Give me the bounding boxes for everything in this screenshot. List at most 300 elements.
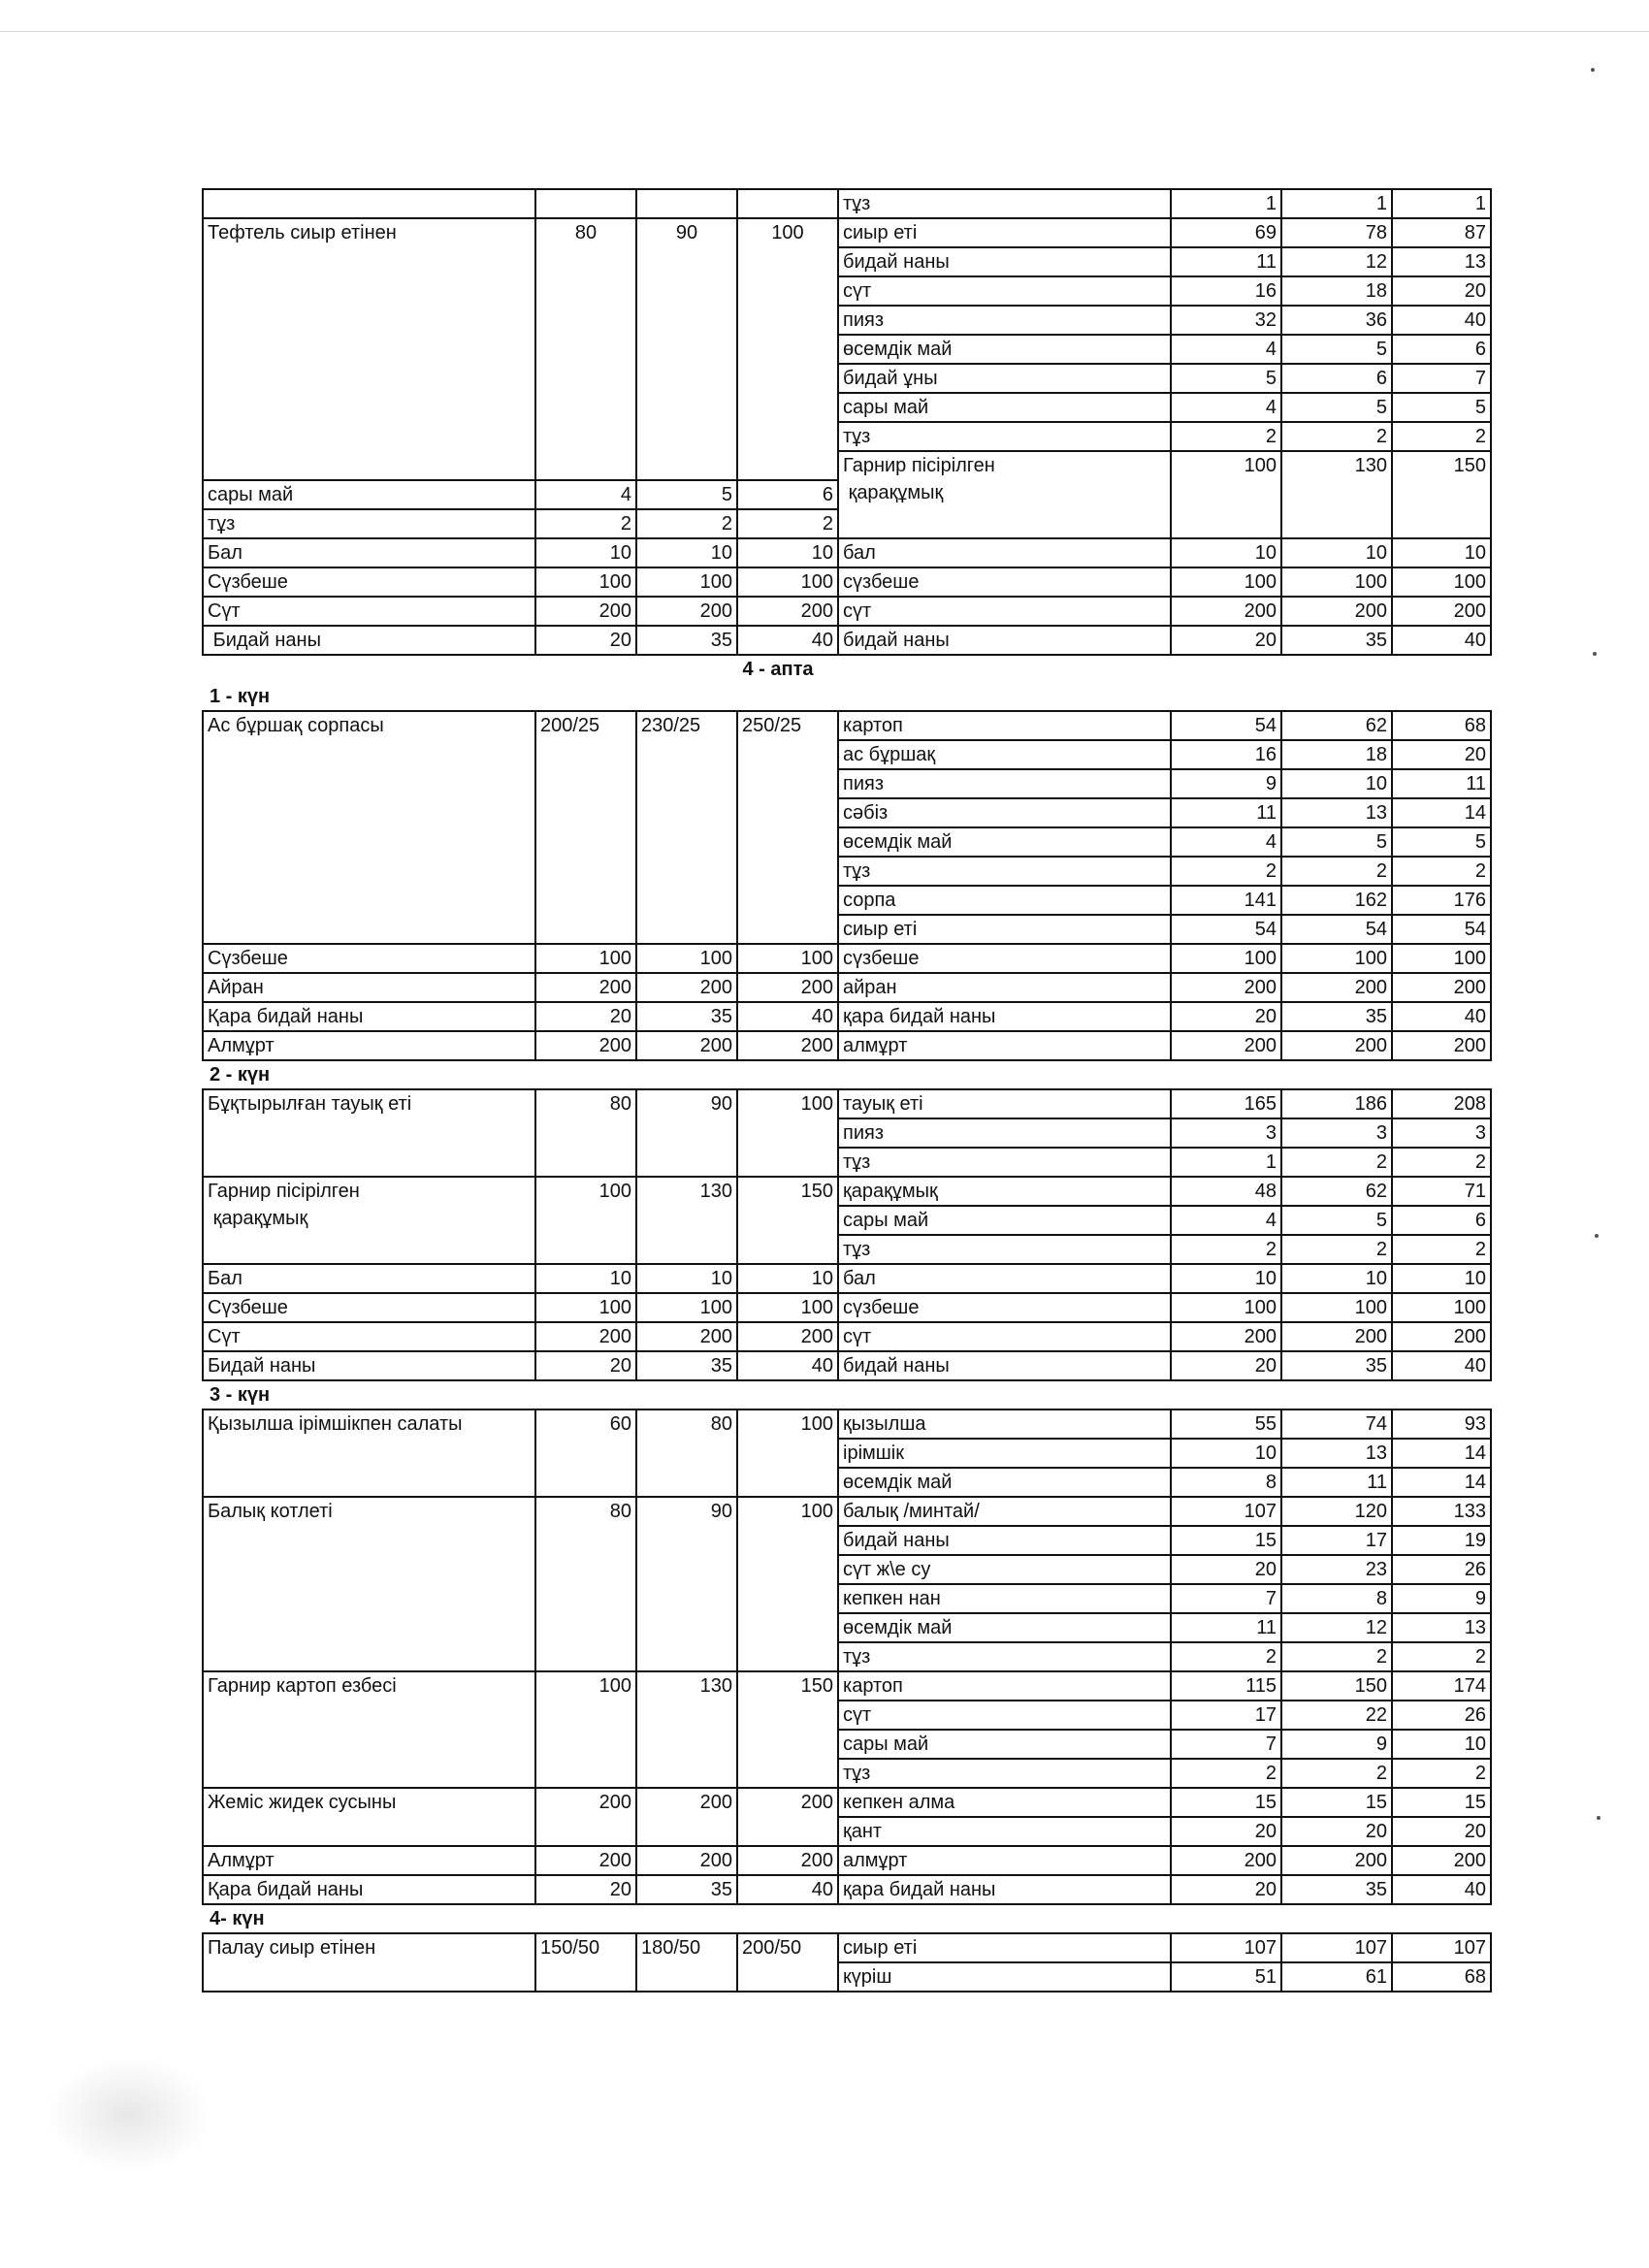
ingredient-gram: 54 [1171, 915, 1281, 944]
ingredient-gram: 200 [1171, 1322, 1281, 1351]
portion-gram: 130 [1281, 451, 1392, 538]
menu-table [202, 1409, 1492, 1905]
ingredient-gram: 10 [1281, 769, 1392, 798]
portion-gram: 200 [535, 973, 636, 1002]
portion-gram: 200 [535, 1788, 636, 1846]
portion-gram: 150 [1392, 451, 1491, 538]
ingredient-name: тұз [838, 1148, 1171, 1177]
ingredient-gram: 69 [1171, 218, 1281, 247]
ingredient-gram: 100 [1171, 1293, 1281, 1322]
ingredient-name: бидай наны [838, 247, 1171, 276]
portion-gram: 200 [636, 973, 737, 1002]
ingredient-gram: 115 [1171, 1671, 1281, 1701]
table-row [203, 1031, 1491, 1060]
ingredient-gram: 17 [1281, 1526, 1392, 1555]
dish-name: Ас бұршақ сорпасы [203, 711, 535, 944]
scan-speck [1595, 1234, 1599, 1238]
portion-gram: 80 [636, 1409, 737, 1497]
dish-name: Гарнир пісірілген қарақұмық [838, 451, 1171, 538]
ingredient-gram: 133 [1392, 1497, 1491, 1526]
ingredient-name: сүзбеше [838, 944, 1171, 973]
ingredient-gram: 100 [1392, 944, 1491, 973]
ingredient-gram: 174 [1392, 1671, 1491, 1701]
dish-name: Гарнир пісірілген қарақұмық [203, 1177, 535, 1264]
ingredient-gram: 13 [1392, 1613, 1491, 1642]
portion-gram: 100 [535, 944, 636, 973]
ingredient-gram: 200 [1281, 1846, 1392, 1875]
ingredient-gram: 20 [1171, 626, 1281, 655]
ingredient-gram: 5 [1281, 335, 1392, 364]
day-heading: 1 - күн [210, 686, 271, 707]
portion-gram: 80 [535, 1497, 636, 1671]
ingredient-name: тұз [838, 857, 1171, 886]
ingredient-gram: 100 [1171, 944, 1281, 973]
portion-gram: 100 [737, 567, 838, 597]
ingredient-gram: 100 [1281, 944, 1392, 973]
ingredient-gram: 2 [1281, 422, 1392, 451]
ingredient-gram: 20 [1281, 1817, 1392, 1846]
ingredient-gram: 3 [1392, 1118, 1491, 1148]
dish-name: Бал [203, 1264, 535, 1293]
dish-name: Жеміс жидек сусыны [203, 1788, 535, 1846]
ingredient-gram: 141 [1171, 886, 1281, 915]
table-row [203, 1846, 1491, 1875]
ingredient-gram: 13 [1281, 798, 1392, 827]
portion-gram: 80 [535, 1089, 636, 1177]
portion-gram: 40 [737, 626, 838, 655]
ingredient-name: қара бидай наны [838, 1002, 1171, 1031]
dish-name: Гарнир картоп езбесі [203, 1671, 535, 1788]
ingredient-gram: 6 [1281, 364, 1392, 393]
ingredient-name: пияз [838, 306, 1171, 335]
ingredient-gram: 17 [1171, 1701, 1281, 1730]
portion-gram: 35 [636, 626, 737, 655]
portion-gram: 100 [737, 218, 838, 480]
ingredient-name: сиыр еті [838, 915, 1171, 944]
ingredient-gram: 4 [535, 480, 636, 509]
ingredient-gram: 200 [1281, 973, 1392, 1002]
portion-gram: 200 [636, 1322, 737, 1351]
portion-gram: 100 [737, 1293, 838, 1322]
ingredient-gram: 10 [1281, 538, 1392, 567]
ingredient-name: бал [838, 1264, 1171, 1293]
dish-name: Алмұрт [203, 1846, 535, 1875]
portion-gram: 80 [535, 218, 636, 480]
menu-document [202, 188, 1490, 1993]
ingredient-gram: 100 [1392, 1293, 1491, 1322]
portion-gram: 100 [535, 1177, 636, 1264]
ingredient-gram: 2 [1392, 1642, 1491, 1671]
ingredient-gram: 5 [1281, 1206, 1392, 1235]
ingredient-gram: 6 [737, 480, 838, 509]
ingredient-gram: 62 [1281, 711, 1392, 740]
portion-gram: 60 [535, 1409, 636, 1497]
ingredient-gram: 2 [1171, 857, 1281, 886]
ingredient-gram: 20 [1171, 1875, 1281, 1904]
dish-name: Сүзбеше [203, 567, 535, 597]
ingredient-gram: 7 [1392, 364, 1491, 393]
ingredient-gram: 7 [1171, 1730, 1281, 1759]
ingredient-gram: 10 [1171, 1439, 1281, 1468]
ingredient-gram: 2 [1281, 1642, 1392, 1671]
ingredient-name: сүт [838, 1701, 1171, 1730]
ingredient-gram: 200 [1281, 1322, 1392, 1351]
portion-gram: 100 [535, 1671, 636, 1788]
ingredient-gram: 11 [1281, 1468, 1392, 1497]
portion-gram [636, 189, 737, 218]
portion-gram: 35 [636, 1351, 737, 1380]
portion-gram: 100 [737, 944, 838, 973]
portion-gram: 90 [636, 1089, 737, 1177]
ingredient-gram: 11 [1171, 1613, 1281, 1642]
ingredient-gram: 2 [1392, 422, 1491, 451]
ingredient-gram: 2 [737, 509, 838, 538]
ingredient-gram: 2 [1171, 1642, 1281, 1671]
ingredient-gram: 62 [1281, 1177, 1392, 1206]
dish-name: Айран [203, 973, 535, 1002]
ingredient-gram: 200 [1281, 1031, 1392, 1060]
ingredient-gram: 8 [1281, 1584, 1392, 1613]
ingredient-gram: 14 [1392, 1439, 1491, 1468]
ingredient-gram: 40 [1392, 1875, 1491, 1904]
portion-gram: 200 [737, 1031, 838, 1060]
ingredient-gram: 20 [1171, 1817, 1281, 1846]
ingredient-gram: 165 [1171, 1089, 1281, 1118]
ingredient-name: тұз [838, 1642, 1171, 1671]
ingredient-name: бидай наны [838, 1526, 1171, 1555]
ingredient-gram: 100 [1281, 567, 1392, 597]
portion-gram: 250/25 [737, 711, 838, 944]
portion-gram: 100 [636, 567, 737, 597]
ingredient-gram: 8 [1171, 1468, 1281, 1497]
ingredient-gram: 20 [1392, 740, 1491, 769]
table-row [203, 567, 1491, 597]
ingredient-gram: 35 [1281, 1875, 1392, 1904]
ingredient-gram: 15 [1171, 1788, 1281, 1817]
table-row [203, 1409, 1491, 1439]
ingredient-gram: 6 [1392, 335, 1491, 364]
dish-name: Сүт [203, 1322, 535, 1351]
ingredient-name: тұз [838, 189, 1171, 218]
ingredient-gram: 2 [1392, 1759, 1491, 1788]
dish-name: Балық котлеті [203, 1497, 535, 1671]
ingredient-gram: 10 [1392, 538, 1491, 567]
ingredient-name: тауық еті [838, 1089, 1171, 1118]
table-row [203, 973, 1491, 1002]
ingredient-gram: 107 [1171, 1497, 1281, 1526]
ingredient-gram: 40 [1392, 1351, 1491, 1380]
week-heading: 4 - апта [742, 659, 814, 680]
ingredient-gram: 4 [1171, 827, 1281, 857]
table-row [203, 1933, 1491, 1962]
ingredient-name: күріш [838, 1962, 1171, 1992]
portion-gram [535, 189, 636, 218]
ingredient-gram: 2 [1281, 1148, 1392, 1177]
portion-gram: 35 [636, 1002, 737, 1031]
dish-name: Бидай наны [203, 1351, 535, 1380]
portion-gram: 10 [535, 1264, 636, 1293]
ingredient-name: кепкен нан [838, 1584, 1171, 1613]
ingredient-gram: 16 [1171, 276, 1281, 306]
portion-gram: 40 [737, 1351, 838, 1380]
ingredient-gram: 13 [1392, 247, 1491, 276]
ingredient-gram: 100 [1281, 1293, 1392, 1322]
ingredient-gram: 15 [1171, 1526, 1281, 1555]
ingredient-gram: 200 [1392, 1031, 1491, 1060]
dish-name: Сүзбеше [203, 944, 535, 973]
ingredient-gram: 19 [1392, 1526, 1491, 1555]
ingredient-name: сүзбеше [838, 567, 1171, 597]
ingredient-name: сүт [838, 597, 1171, 626]
portion-gram: 90 [636, 218, 737, 480]
table-row [203, 1671, 1491, 1701]
ingredient-gram: 2 [1392, 1148, 1491, 1177]
ingredient-gram: 51 [1171, 1962, 1281, 1992]
table-row [203, 1875, 1491, 1904]
portion-gram: 10 [737, 1264, 838, 1293]
ingredient-gram: 1 [1281, 189, 1392, 218]
ingredient-gram: 26 [1392, 1701, 1491, 1730]
portion-gram: 90 [636, 1497, 737, 1671]
ingredient-gram: 2 [1281, 1759, 1392, 1788]
ingredient-gram: 54 [1171, 711, 1281, 740]
ingredient-name: бидай наны [838, 1351, 1171, 1380]
menu-table [202, 1932, 1492, 1993]
ingredient-gram: 23 [1281, 1555, 1392, 1584]
ingredient-gram: 11 [1171, 247, 1281, 276]
ingredient-name: қара бидай наны [838, 1875, 1171, 1904]
ingredient-name: ас бұршақ [838, 740, 1171, 769]
ingredient-name: бидай наны [838, 626, 1171, 655]
ingredient-gram: 2 [535, 509, 636, 538]
ingredient-gram: 68 [1392, 1962, 1491, 1992]
table-row [203, 1351, 1491, 1380]
ingredient-gram: 15 [1392, 1788, 1491, 1817]
ingredient-gram: 10 [1392, 1730, 1491, 1759]
ingredient-name: сары май [838, 1206, 1171, 1235]
table-row [203, 218, 1491, 247]
ingredient-name: сары май [203, 480, 535, 509]
ingredient-gram: 13 [1281, 1439, 1392, 1468]
dish-name: Бұқтырылған тауық еті [203, 1089, 535, 1177]
ingredient-gram: 71 [1392, 1177, 1491, 1206]
ingredient-gram: 10 [1392, 1264, 1491, 1293]
dish-name: Бидай наны [203, 626, 535, 655]
ingredient-gram: 12 [1281, 1613, 1392, 1642]
ingredient-name: сәбіз [838, 798, 1171, 827]
ingredient-name: тұз [203, 509, 535, 538]
ingredient-gram: 7 [1171, 1584, 1281, 1613]
ingredient-gram: 200 [1392, 973, 1491, 1002]
portion-gram: 200/25 [535, 711, 636, 944]
ingredient-gram: 20 [1392, 1817, 1491, 1846]
table-row [203, 1264, 1491, 1293]
dish-name: Қара бидай наны [203, 1002, 535, 1031]
portion-gram: 200/50 [737, 1933, 838, 1992]
portion-gram: 40 [737, 1875, 838, 1904]
portion-gram: 20 [535, 1875, 636, 1904]
ingredient-gram: 4 [1171, 335, 1281, 364]
dish-name: Палау сиыр етінен [203, 1933, 535, 1992]
ingredient-gram: 87 [1392, 218, 1491, 247]
ingredient-name: сиыр еті [838, 218, 1171, 247]
ingredient-gram: 12 [1281, 247, 1392, 276]
ingredient-name: қарақұмық [838, 1177, 1171, 1206]
ingredient-gram: 26 [1392, 1555, 1491, 1584]
table-row [203, 189, 1491, 218]
ingredient-gram: 4 [1171, 1206, 1281, 1235]
dish-name: Тефтель сиыр етінен [203, 218, 535, 480]
ingredient-gram: 54 [1281, 915, 1392, 944]
portion-gram: 200 [636, 1788, 737, 1846]
portion-gram [737, 189, 838, 218]
ingredient-name: сиыр еті [838, 1933, 1171, 1962]
ingredient-gram: 11 [1392, 769, 1491, 798]
ingredient-gram: 5 [1281, 827, 1392, 857]
ingredient-gram: 186 [1281, 1089, 1392, 1118]
table-row [203, 1002, 1491, 1031]
ingredient-gram: 5 [1281, 393, 1392, 422]
portion-gram: 200 [737, 597, 838, 626]
portion-gram: 200 [737, 1322, 838, 1351]
ingredient-gram: 35 [1281, 1351, 1392, 1380]
ingredient-gram: 16 [1171, 740, 1281, 769]
dish-name: Қызылша ірімшікпен салаты [203, 1409, 535, 1497]
portion-gram: 100 [535, 567, 636, 597]
menu-table [202, 1088, 1492, 1381]
ingredient-name: өсемдік май [838, 335, 1171, 364]
scan-speck [1597, 1816, 1600, 1820]
portion-gram: 100 [636, 1293, 737, 1322]
ingredient-gram: 5 [636, 480, 737, 509]
ingredient-name: бал [838, 538, 1171, 567]
ingredient-gram: 2 [1392, 857, 1491, 886]
ingredient-gram: 74 [1281, 1409, 1392, 1439]
ingredient-gram: 3 [1281, 1118, 1392, 1148]
ingredient-gram: 55 [1171, 1409, 1281, 1439]
table-row [203, 1788, 1491, 1817]
ingredient-gram: 100 [1392, 567, 1491, 597]
ingredient-gram: 120 [1281, 1497, 1392, 1526]
table-row [203, 597, 1491, 626]
ingredient-gram: 107 [1392, 1933, 1491, 1962]
scan-speck [1591, 68, 1595, 72]
portion-gram: 200 [737, 973, 838, 1002]
portion-gram: 130 [636, 1671, 737, 1788]
ingredient-gram: 10 [1281, 1264, 1392, 1293]
menu-table [202, 710, 1492, 1061]
ingredient-name: өсемдік май [838, 827, 1171, 857]
ingredient-gram: 78 [1281, 218, 1392, 247]
menu-table [202, 188, 1492, 656]
portion-gram: 200 [636, 1031, 737, 1060]
ingredient-gram: 40 [1392, 626, 1491, 655]
ingredient-gram: 10 [1171, 538, 1281, 567]
portion-gram: 100 [1171, 451, 1281, 538]
day-heading: 4- күн [210, 1908, 265, 1929]
ingredient-name: картоп [838, 711, 1171, 740]
portion-gram: 150 [737, 1671, 838, 1788]
ingredient-name: өсемдік май [838, 1613, 1171, 1642]
table-row [203, 1089, 1491, 1118]
ingredient-gram: 200 [1281, 597, 1392, 626]
ingredient-name: ірімшік [838, 1439, 1171, 1468]
table-row [203, 538, 1491, 567]
table-row [203, 626, 1491, 655]
ingredient-gram: 10 [1171, 1264, 1281, 1293]
portion-gram: 150 [737, 1177, 838, 1264]
ingredient-gram: 40 [1392, 1002, 1491, 1031]
ingredient-gram: 2 [1171, 1759, 1281, 1788]
ingredient-gram: 200 [1171, 973, 1281, 1002]
scan-edge-line [0, 31, 1649, 32]
portion-gram: 100 [636, 944, 737, 973]
portion-gram: 200 [636, 597, 737, 626]
ingredient-gram: 14 [1392, 1468, 1491, 1497]
ingredient-gram: 200 [1392, 1322, 1491, 1351]
ingredient-name: қант [838, 1817, 1171, 1846]
ingredient-name: айран [838, 973, 1171, 1002]
ingredient-name: балық /минтай/ [838, 1497, 1171, 1526]
portion-gram: 200 [737, 1846, 838, 1875]
portion-gram: 200 [636, 1846, 737, 1875]
table-row [203, 1322, 1491, 1351]
dish-name: Сүт [203, 597, 535, 626]
ingredient-gram: 14 [1392, 798, 1491, 827]
ingredient-gram: 20 [1171, 1002, 1281, 1031]
ingredient-name: бидай ұны [838, 364, 1171, 393]
ingredient-gram: 1 [1171, 189, 1281, 218]
ingredient-name: кепкен алма [838, 1788, 1171, 1817]
ingredient-name: сорпа [838, 886, 1171, 915]
ingredient-gram: 5 [1171, 364, 1281, 393]
ingredient-gram: 176 [1392, 886, 1491, 915]
ingredient-gram: 48 [1171, 1177, 1281, 1206]
ingredient-gram: 54 [1392, 915, 1491, 944]
portion-gram: 200 [535, 597, 636, 626]
portion-gram: 10 [737, 538, 838, 567]
day-heading: 3 - күн [210, 1384, 271, 1406]
ingredient-gram: 9 [1281, 1730, 1392, 1759]
portion-gram: 20 [535, 626, 636, 655]
portion-gram: 200 [535, 1846, 636, 1875]
portion-gram: 100 [737, 1409, 838, 1497]
ingredient-name: қызылша [838, 1409, 1171, 1439]
table-row [203, 1293, 1491, 1322]
portion-gram: 100 [737, 1497, 838, 1671]
ingredient-gram: 100 [1171, 567, 1281, 597]
ingredient-gram: 20 [1392, 276, 1491, 306]
ingredient-gram: 5 [1392, 827, 1491, 857]
portion-gram: 20 [535, 1002, 636, 1031]
ingredient-gram: 2 [1171, 1235, 1281, 1264]
dish-name: Бал [203, 538, 535, 567]
portion-gram: 20 [535, 1351, 636, 1380]
ingredient-gram: 150 [1281, 1671, 1392, 1701]
ingredient-name: өсемдік май [838, 1468, 1171, 1497]
ingredient-name: алмұрт [838, 1031, 1171, 1060]
table-row [203, 944, 1491, 973]
ingredient-gram: 162 [1281, 886, 1392, 915]
ingredient-gram: 20 [1171, 1555, 1281, 1584]
portion-gram: 10 [636, 1264, 737, 1293]
ingredient-gram: 200 [1392, 597, 1491, 626]
ingredient-name: сүт [838, 276, 1171, 306]
portion-gram: 100 [535, 1293, 636, 1322]
ingredient-gram: 4 [1171, 393, 1281, 422]
ingredient-gram: 11 [1171, 798, 1281, 827]
ingredient-name: пияз [838, 769, 1171, 798]
